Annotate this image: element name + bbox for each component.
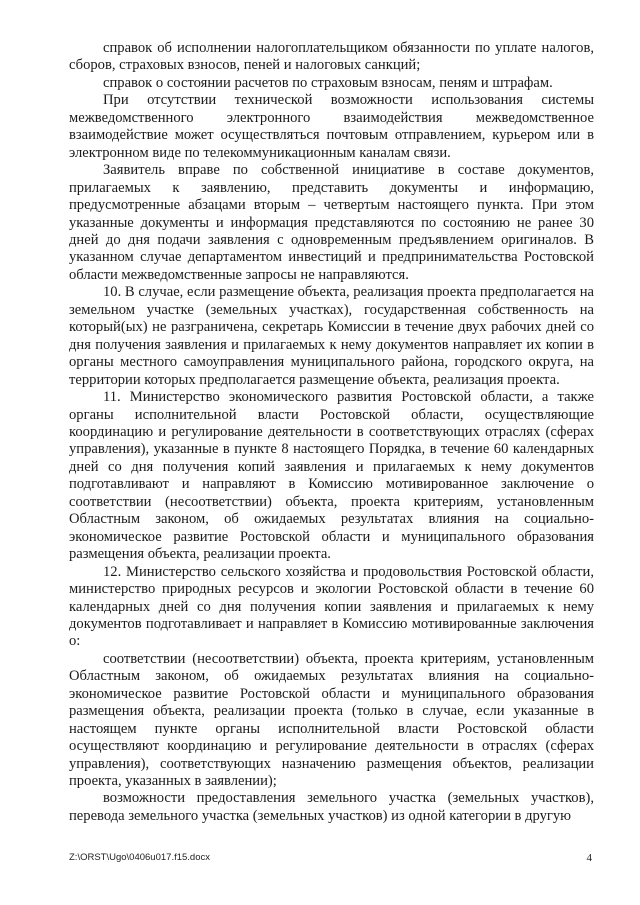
page-number: 4	[586, 852, 592, 864]
paragraph-conformity: соответствии (несоответствии) объекта, проекта критериям, установленным Областным законом, об ожидаемых результатах влияния на социально-экономическое развитие Ростовской области и муниципального образования размещения объекта, реализации проекта (только в случае, если указанные в настоящем пункте органы исполнительной власти Ростовской области осуществляют координацию и регулирование деятельности в отраслях (сферах управления), соответствующих назначению размещения объектов, реализации проекта, указанных в заявлении);	[69, 650, 594, 790]
paragraph-insurance-settlements: справок о состоянии расчетов по страховым взносам, пеням и штрафам.	[103, 74, 553, 91]
paragraph-tax-certificates: справок об исполнении налогоплательщиком обязанности по уплате налогов, сборов, страховых взносов, пеней и налоговых санкций;	[69, 40, 594, 74]
file-path: Z:\ORST\Ugo\0406u017.f15.docx	[69, 852, 210, 863]
paragraph-clause-11: 11. Министерство экономического развития Ростовской области, а также органы исполнительной власти Ростовской области, осуществляющие координацию и регулирование деятельности в соответствующих отраслях (сферах управления), указанные в пункте 8 настоящего Порядка, в течение 60 календарных дней со дня получения копий заявления и прилагаемых к нему документов подготавливают и направляют в Комиссию мотивированное заключение о соответствии (несоответствии) объекта, проекта критериям, установленным Областным законом, об ожидаемых результатах влияния на социально-экономическое развитие Ростовской области и муниципального образования размещения объекта, реализации проекта.	[69, 389, 594, 563]
paragraph-applicant-initiative: Заявитель вправе по собственной инициативе в составе документов, прилагаемых к заявлению, представить документы и информацию, предусмотренные абзацами вторым – четвертым настоящего пункта. При этом указанные документы и информация представляются по состоянию не ранее 30 дней до дня подачи заявления с одновременным предъявлением оригиналов. В указанном случае департаментом инвестиций и предпринимательства Ростовской области межведомственные запросы не направляются.	[69, 162, 594, 283]
page-footer	[69, 852, 594, 866]
paragraph-technical-impossibility: При отсутствии технической возможности использования системы межведомственного электронного взаимодействия межведомственное взаимодействие может осуществляться почтовым отправлением, курьером или в электронном виде по телекоммуникационным каналам связи.	[69, 92, 594, 161]
paragraph-clause-12: 12. Министерство сельского хозяйства и продовольствия Ростовской области, министерство природных ресурсов и экологии Ростовской области в течение 60 календарных дней со дня получения копии заявления и прилагаемых к нему документов подготавливает и направляет в Комиссию мотивированные заключения о:	[69, 563, 594, 650]
paragraph-clause-10: 10. В случае, если размещение объекта, реализация проекта предполагается на земельном участке (земельных участках), государственная собственность на который(ых) не разграничена, секретарь Комиссии в течение двух рабочих дней со дня получения заявления и прилагаемых к нему документов направляет их копии в органы местного самоуправления муниципального района, городского округа, на территории которых предполагается размещение объекта, реализация проекта.	[69, 284, 594, 388]
paragraph-land-plot: возможности предоставления земельного участка (земельных участков), перевода земельного участка (земельных участков) из одной категории в другую	[69, 790, 594, 824]
document-body	[69, 40, 594, 825]
